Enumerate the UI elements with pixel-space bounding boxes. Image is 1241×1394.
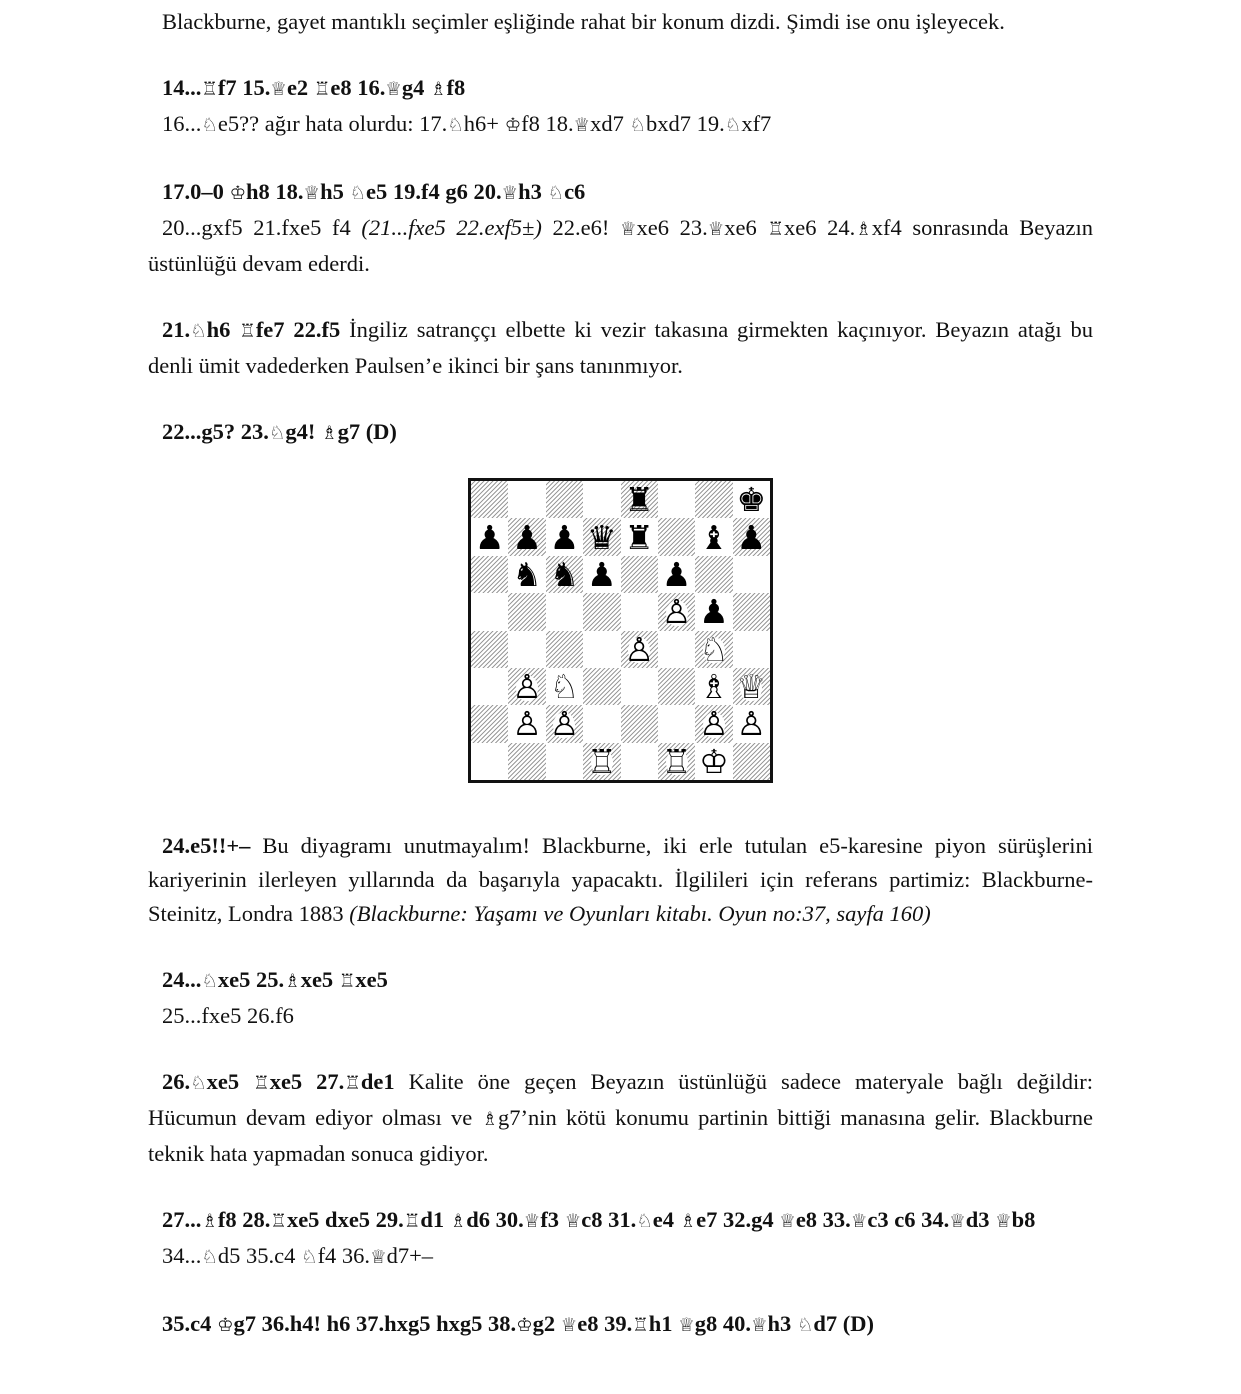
square-h4 — [733, 631, 770, 668]
queen-figurine-icon: ♕ — [707, 219, 725, 240]
square-c8 — [546, 481, 583, 518]
square-h6 — [733, 556, 770, 593]
bishop-figurine-icon: ♗ — [201, 1211, 218, 1232]
white-pawn-icon: ♙ — [549, 705, 580, 743]
queen-figurine-icon: ♕ — [564, 1211, 582, 1232]
square-a8 — [471, 481, 508, 518]
reference-italic: (Blackburne: Yaşamı ve Oyunları kitabı. Oyun no:37, sayfa 160) — [349, 901, 931, 926]
king-figurine-icon: ♔ — [516, 1315, 533, 1336]
move-line-27 — [148, 1203, 1093, 1239]
square-h1 — [733, 743, 770, 780]
commentary: Bu diyagramı unutmayalım! Blackburne, iki erle tutulan e5-karesine piyon sürüşlerini kariyerinin ilerleyen yıllarında da başarıyla yapacaktı. İlgilileri için referans partimiz: Blackburne-Steinitz, Londra 1883 — [148, 833, 1093, 926]
square-c6 — [546, 556, 583, 593]
square-a3 — [471, 668, 508, 705]
square-h7 — [733, 518, 770, 555]
move-line-17 — [148, 175, 1093, 211]
move-line-21 — [148, 313, 1093, 383]
square-e8 — [621, 481, 658, 518]
square-e5 — [621, 593, 658, 630]
king-figurine-icon: ♔ — [217, 1315, 234, 1336]
square-d3 — [583, 668, 620, 705]
black-king-icon: ♚ — [736, 481, 767, 519]
white-pawn-icon: ♙ — [661, 593, 692, 631]
square-e4 — [621, 631, 658, 668]
black-knight-icon: ♞ — [512, 555, 542, 594]
square-c2 — [546, 705, 583, 742]
square-f7 — [658, 518, 695, 555]
variation-25: 25...fxe5 26.f6 — [162, 1003, 294, 1028]
bishop-figurine-icon: ♗ — [481, 1109, 498, 1130]
king-figurine-icon: ♔ — [229, 183, 247, 204]
square-b8 — [508, 481, 545, 518]
square-h3 — [733, 668, 770, 705]
square-f1 — [658, 743, 695, 780]
moves-bold: 24.e5!!+– — [162, 833, 251, 858]
queen-figurine-icon: ♕ — [573, 115, 591, 136]
rook-figurine-icon: ♖ — [767, 219, 784, 240]
queen-figurine-icon: ♕ — [678, 1315, 695, 1336]
black-rook-icon: ♜ — [624, 481, 654, 519]
square-b7 — [508, 518, 545, 555]
queen-figurine-icon: ♕ — [750, 1315, 768, 1336]
white-pawn-icon: ♙ — [512, 705, 542, 743]
variation-20 — [148, 211, 1093, 281]
square-c4 — [546, 631, 583, 668]
knight-figurine-icon: ♘ — [349, 183, 366, 204]
knight-figurine-icon: ♘ — [724, 115, 742, 136]
moves-bold: 35.c4 ♔g7 36.h4! h6 37.hxg5 hxg5 38.♔g2 ♕e8 39.♖h1 ♕g8 40.♕h3 ♘d7 (D) — [162, 1311, 875, 1336]
square-f4 — [658, 631, 695, 668]
queen-figurine-icon: ♕ — [995, 1211, 1012, 1232]
square-d4 — [583, 631, 620, 668]
square-h5 — [733, 593, 770, 630]
black-bishop-icon: ♝ — [699, 518, 729, 556]
black-pawn-icon: ♟ — [699, 593, 729, 631]
white-rook-icon: ♖ — [587, 742, 617, 780]
chess-board — [468, 478, 773, 783]
paragraph-intro: Blackburne, gayet mantıklı seçimler eşliğinde rahat bir konum dizdi. Şimdi ise onu işleyecek. — [162, 9, 1005, 34]
knight-figurine-icon: ♘ — [301, 1247, 318, 1268]
queen-figurine-icon: ♕ — [560, 1315, 578, 1336]
square-c7 — [546, 518, 583, 555]
square-a1 — [471, 743, 508, 780]
square-g1 — [695, 743, 732, 780]
variation-text: 16...♘e5?? ağır hata olurdu: 17.♘h6+ ♔f8 18.♕xd7 ♘bxd7 19.♘xf7 — [162, 111, 772, 136]
square-c1 — [546, 743, 583, 780]
square-a4 — [471, 631, 508, 668]
square-e6 — [621, 556, 658, 593]
square-g4 — [695, 631, 732, 668]
rook-figurine-icon: ♖ — [403, 1211, 421, 1232]
move-line-35 — [148, 1307, 1093, 1343]
square-e7 — [621, 518, 658, 555]
square-h8 — [733, 481, 770, 518]
black-pawn-icon: ♟ — [474, 518, 505, 556]
knight-figurine-icon: ♘ — [547, 183, 565, 204]
variation-34 — [148, 1239, 1093, 1275]
square-g6 — [695, 556, 732, 593]
queen-figurine-icon: ♕ — [850, 1211, 868, 1232]
square-d6 — [583, 556, 620, 593]
square-c3 — [546, 668, 583, 705]
queen-figurine-icon: ♕ — [501, 183, 519, 204]
commentary: Kalite öne geçen Beyazın üstünlüğü sadece materyale bağlı değildir: Hücumun devam ediyor olması ve ♗g7’nin kötü konumu partinin bittiği manasına gelir. Blackburne teknik hata yapmadan sonuca gidiyor. — [148, 1069, 1093, 1166]
white-pawn-icon: ♙ — [624, 630, 654, 668]
king-figurine-icon: ♔ — [504, 115, 522, 136]
queen-figurine-icon: ♕ — [779, 1211, 796, 1232]
knight-figurine-icon: ♘ — [629, 115, 647, 136]
square-a6 — [471, 556, 508, 593]
square-g2 — [695, 705, 732, 742]
square-a7 — [471, 518, 508, 555]
knight-figurine-icon: ♘ — [190, 321, 207, 342]
square-b2 — [508, 705, 545, 742]
knight-figurine-icon: ♘ — [796, 1315, 814, 1336]
square-d2 — [583, 705, 620, 742]
square-e1 — [621, 743, 658, 780]
square-g5 — [695, 593, 732, 630]
square-g3 — [695, 668, 732, 705]
rook-figurine-icon: ♖ — [201, 79, 218, 100]
square-g8 — [695, 481, 732, 518]
rook-figurine-icon: ♖ — [253, 1073, 270, 1094]
rook-figurine-icon: ♖ — [344, 1073, 361, 1094]
move-line-24 — [148, 829, 1093, 931]
queen-figurine-icon: ♕ — [523, 1211, 541, 1232]
square-f8 — [658, 481, 695, 518]
variation-italic: (21...fxe5 22.exf5±) — [361, 215, 542, 240]
rook-figurine-icon: ♖ — [632, 1315, 649, 1336]
queen-figurine-icon: ♕ — [619, 219, 637, 240]
square-e3 — [621, 668, 658, 705]
square-b1 — [508, 743, 545, 780]
square-a2 — [471, 705, 508, 742]
commentary: İngiliz satranççı elbette ki vezir takasına girmekten kaçınıyor. Beyazın atağı bu denli ümit vadederken Paulsen’e ikinci bir şans tanınmıyor. — [148, 317, 1093, 378]
move-line-26 — [148, 1065, 1093, 1171]
bishop-figurine-icon: ♗ — [430, 79, 447, 100]
black-rook-icon: ♜ — [624, 518, 654, 556]
white-king-icon: ♔ — [699, 742, 729, 780]
moves-bold: 26.♘xe5 ♖xe5 27.♖de1 — [162, 1069, 395, 1094]
square-b6 — [508, 556, 545, 593]
square-b3 — [508, 668, 545, 705]
square-f3 — [658, 668, 695, 705]
square-g7 — [695, 518, 732, 555]
variation-text: 34...♘d5 35.c4 ♘f4 36.♕d7+– — [162, 1243, 434, 1268]
queen-figurine-icon: ♕ — [370, 1247, 387, 1268]
rook-figurine-icon: ♖ — [239, 321, 256, 342]
square-b5 — [508, 593, 545, 630]
black-pawn-icon: ♟ — [549, 518, 580, 556]
rook-figurine-icon: ♖ — [270, 1211, 287, 1232]
knight-figurine-icon: ♘ — [447, 115, 464, 136]
knight-figurine-icon: ♘ — [201, 1247, 218, 1268]
white-rook-icon: ♖ — [661, 742, 692, 780]
queen-figurine-icon: ♕ — [303, 183, 321, 204]
square-d7 — [583, 518, 620, 555]
black-pawn-icon: ♟ — [587, 555, 617, 594]
knight-figurine-icon: ♘ — [201, 971, 218, 992]
white-knight-icon: ♘ — [699, 630, 729, 668]
queen-figurine-icon: ♕ — [270, 79, 287, 100]
square-c5 — [546, 593, 583, 630]
variation-pre: 20...gxf5 21.fxe5 f4 — [162, 215, 362, 240]
moves-bold: 24...♘xe5 25.♗xe5 ♖xe5 — [162, 967, 388, 992]
black-pawn-icon: ♟ — [512, 518, 542, 556]
square-d1 — [583, 743, 620, 780]
black-queen-icon: ♛ — [587, 518, 617, 556]
square-f6 — [658, 556, 695, 593]
moves-bold: 17.0–0 ♔h8 18.♕h5 ♘e5 19.f4 g6 20.♕h3 ♘c6 — [162, 179, 586, 204]
move-line-22 — [148, 415, 1093, 451]
square-e2 — [621, 705, 658, 742]
white-queen-icon: ♕ — [736, 667, 767, 706]
move-line-14 — [148, 71, 1093, 107]
bishop-figurine-icon: ♗ — [855, 219, 872, 240]
knight-figurine-icon: ♘ — [636, 1211, 653, 1232]
white-pawn-icon: ♙ — [736, 705, 767, 743]
moves-bold: 22...g5? 23.♘g4! ♗g7 (D) — [162, 419, 397, 444]
moves-bold: 21.♘h6 ♖fe7 22.f5 — [162, 317, 341, 342]
moves-bold: 14...♖f7 15.♕e2 ♖e8 16.♕g4 ♗f8 — [162, 75, 466, 100]
square-d5 — [583, 593, 620, 630]
rook-figurine-icon: ♖ — [338, 971, 356, 992]
square-d8 — [583, 481, 620, 518]
square-f5 — [658, 593, 695, 630]
knight-figurine-icon: ♘ — [201, 115, 218, 136]
square-a5 — [471, 593, 508, 630]
black-knight-icon: ♞ — [549, 555, 580, 594]
bishop-figurine-icon: ♗ — [679, 1211, 697, 1232]
variation-post: 22.e6! ♕xe6 23.♕xe6 ♖xe6 24.♗xf4 sonrasında Beyazın üstünlüğü devam ederdi. — [148, 215, 1093, 276]
black-pawn-icon: ♟ — [661, 555, 692, 594]
square-h2 — [733, 705, 770, 742]
white-pawn-icon: ♙ — [699, 705, 729, 743]
queen-figurine-icon: ♕ — [385, 79, 402, 100]
white-pawn-icon: ♙ — [512, 667, 542, 706]
square-b4 — [508, 631, 545, 668]
chess-diagram — [468, 478, 773, 783]
knight-figurine-icon: ♘ — [268, 423, 286, 444]
rook-figurine-icon: ♖ — [313, 79, 331, 100]
queen-figurine-icon: ♕ — [949, 1211, 966, 1232]
bishop-figurine-icon: ♗ — [284, 971, 301, 992]
moves-bold: 27...♗f8 28.♖xe5 dxe5 29.♖d1 ♗d6 30.♕f3 ♕c8 31.♘e4 ♗e7 32.g4 ♕e8 33.♕c3 c6 34.♕d3 ♕b8 — [162, 1207, 1036, 1232]
white-knight-icon: ♘ — [549, 667, 580, 706]
bishop-figurine-icon: ♗ — [321, 423, 338, 444]
knight-figurine-icon: ♘ — [190, 1073, 207, 1094]
bishop-figurine-icon: ♗ — [449, 1211, 467, 1232]
move-line-24b — [148, 963, 1093, 999]
black-pawn-icon: ♟ — [736, 518, 767, 556]
variation-16 — [148, 107, 1093, 143]
white-bishop-icon: ♗ — [699, 667, 729, 706]
square-f2 — [658, 705, 695, 742]
